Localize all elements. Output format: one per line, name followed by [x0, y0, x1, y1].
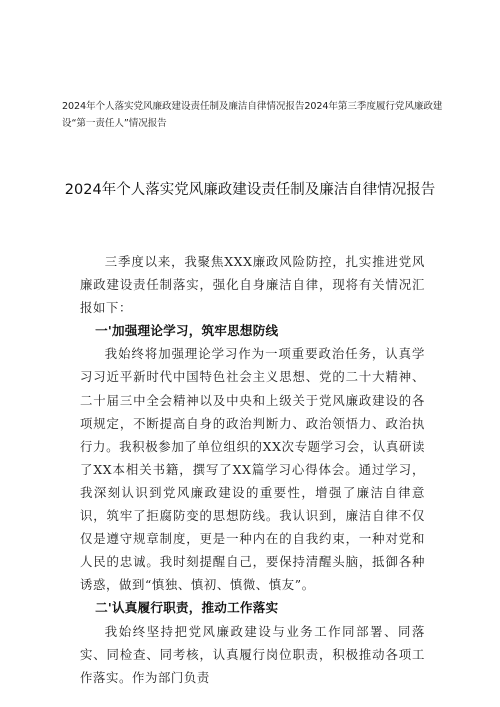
page-title: 2024年个人落实党风廉政建设责任制及廉洁自律情况报告 — [64, 182, 436, 198]
document-file-title: 2024年个人落实党风廉政建设责任制及廉洁自律情况报告2024年第三季度履行党风廉政建设“第一责任人”情况报告 — [62, 101, 443, 129]
intro-paragraph: 三季度以来，我聚焦XXX廉政风险防控，扎实推进党风廉政建设责任制落实，强化自身廉洁自律，现将有关情况汇报如下： — [80, 254, 425, 316]
section-2-paragraph: 我始终坚持把党风廉政建设与业务工作同部署、同落实、同检查、同考核，认真履行岗位职责，积极推动各项工作落实。作为部门负责 — [80, 623, 425, 685]
document-body — [80, 250, 425, 689]
section-1-heading: 一'加强理论学习，筑牢思想防线 — [95, 323, 279, 339]
section-2-heading: 二'认真履行职责，推动工作落实 — [95, 600, 279, 616]
section-1-paragraph: 我始终将加强理论学习作为一项重要政治任务，认真学习习近平新时代中国特色社会主义思想、党的二十大精神、二十届三中全会精神以及中央和上级关于党风廉政建设的各项规定，不断提高自身的政治判断力、政治领悟力、政治执行力。我积极参加了单位组织的XX次专题学习会，认真研读了XX本相关书籍，撰写了XX篇学习心得体会。通过学习，我深刻认识到党风廉政建设的重要性，增强了廉洁自律意识，筑牢了拒腐防变的思想防线。我认识到，廉洁自律不仅仅是遵守规章制度，更是一种内在的自我约束，一种对党和人民的忠诚。我时刻提醒自己，要保持清醒头脑，抵御各种诱惑，做到“慎独、慎初、慎微、慎友”。 — [80, 346, 425, 593]
